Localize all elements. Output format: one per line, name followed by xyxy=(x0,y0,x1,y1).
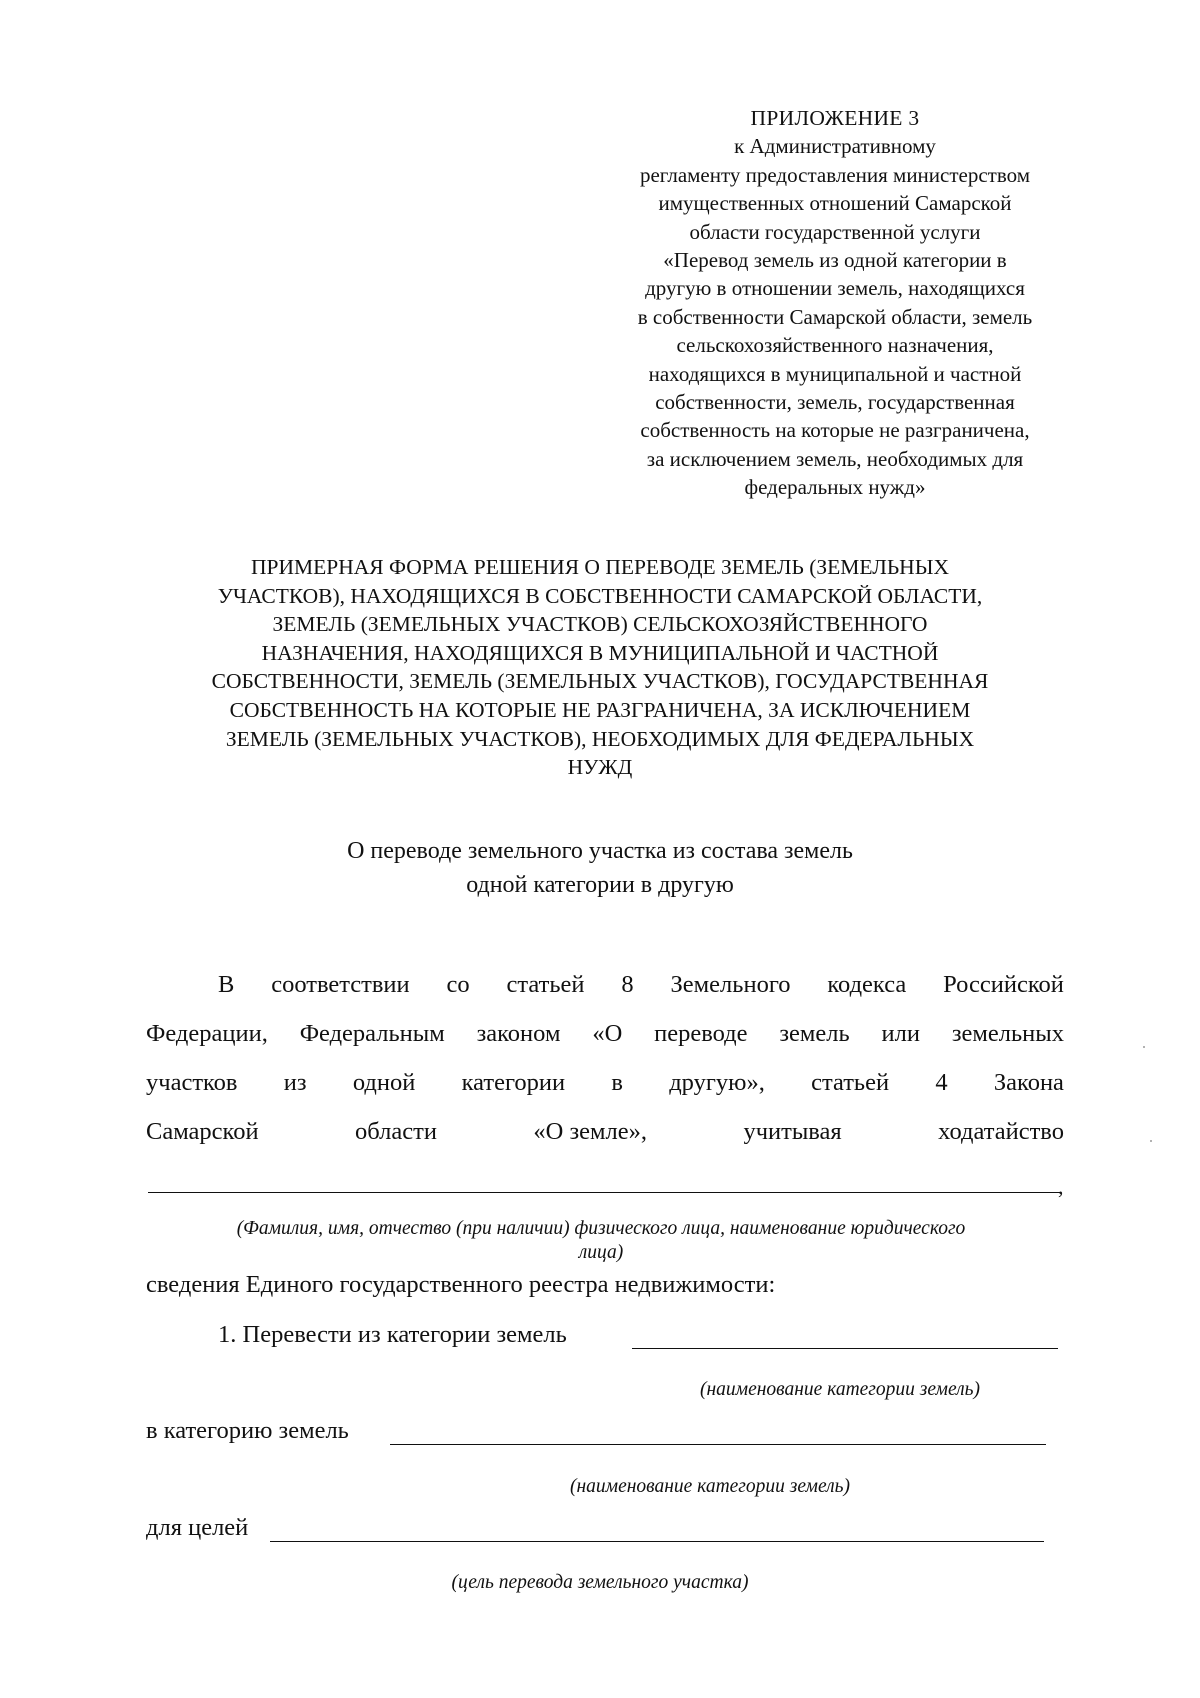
word: ходатайство xyxy=(938,1118,1064,1145)
word: соответствии xyxy=(271,971,410,998)
word: или xyxy=(881,1020,920,1047)
appendix-line: сельскохозяйственного назначения, xyxy=(676,333,994,358)
word: со xyxy=(446,971,470,998)
appendix-line: к Административному xyxy=(734,134,936,159)
purpose-caption: (цель перевода земельного участка) xyxy=(451,1572,749,1593)
word: 4 xyxy=(935,1069,948,1096)
word: области xyxy=(355,1118,437,1145)
applicant-field-comma: , xyxy=(1058,1174,1064,1199)
word: переводе xyxy=(654,1020,748,1047)
registry-line: сведения Единого государственного реестра недвижимости: xyxy=(146,1271,776,1298)
applicant-caption-continued: лица) xyxy=(578,1242,624,1263)
item1-label: 1. Перевести из категории земель xyxy=(218,1321,567,1348)
word: в xyxy=(611,1069,623,1096)
appendix-line: находящихся в муниципальной и частной xyxy=(648,361,1022,386)
paragraph-line-3 xyxy=(146,1068,1064,1098)
word: земельных xyxy=(951,1020,1064,1047)
word: законом xyxy=(476,1020,561,1047)
word: участков xyxy=(146,1069,238,1096)
word: Самарской xyxy=(146,1118,259,1145)
word: В xyxy=(218,971,235,998)
form-title-line: НУЖД xyxy=(567,755,633,780)
form-title-line: ПРИМЕРНАЯ ФОРМА РЕШЕНИЯ О ПЕРЕВОДЕ ЗЕМЕЛЬ (ЗЕМЕЛЬНЫХ xyxy=(251,555,949,579)
word: земель xyxy=(779,1020,850,1047)
word: учитывая xyxy=(743,1118,842,1145)
from-category-caption: (наименование категории земель) xyxy=(699,1379,981,1400)
word: Российской xyxy=(943,971,1064,998)
form-title-line: УЧАСТКОВ), НАХОДЯЩИХСЯ В СОБСТВЕННОСТИ САМАРСКОЙ ОБЛАСТИ, xyxy=(217,583,983,608)
word: категории xyxy=(461,1069,566,1096)
to-category-caption: (наименование категории земель) xyxy=(569,1476,851,1497)
appendix-line: имущественных отношений Самарской xyxy=(658,191,1012,216)
decision-subject xyxy=(200,834,1000,902)
scan-speck xyxy=(1143,1046,1145,1048)
appendix-header xyxy=(600,104,1070,502)
appendix-line: федеральных нужд» xyxy=(744,475,926,500)
word: Закона xyxy=(993,1069,1064,1096)
appendix-line: области государственной услуги xyxy=(689,219,981,244)
form-title xyxy=(150,553,1050,782)
paragraph-line-1 xyxy=(218,970,1064,1000)
appendix-line: в собственности Самарской области, земель xyxy=(637,304,1033,329)
applicant-caption: (Фамилия, имя, отчество (при наличии) физического лица, наименование юридического xyxy=(236,1218,966,1239)
appendix-line: за исключением земель, необходимых для xyxy=(646,446,1024,471)
word: «О xyxy=(592,1020,623,1047)
word: статьей xyxy=(811,1069,890,1096)
subject-line: О переводе земельного участка из состава земель xyxy=(347,838,853,864)
appendix-line: регламенту предоставления министерством xyxy=(639,162,1031,187)
word: Федерации, xyxy=(146,1020,268,1047)
subject-line: одной категории в другую xyxy=(466,872,734,898)
word: 8 xyxy=(621,971,634,998)
form-title-line: НАЗНАЧЕНИЯ, НАХОДЯЩИХСЯ В МУНИЦИПАЛЬНОЙ И ЧАСТНОЙ xyxy=(261,640,939,665)
word: Федеральным xyxy=(299,1020,445,1047)
paragraph-line-2 xyxy=(146,1019,1064,1049)
from-category-field[interactable] xyxy=(632,1348,1058,1349)
word: статьей xyxy=(506,971,585,998)
word: из xyxy=(283,1069,307,1096)
appendix-title: ПРИЛОЖЕНИЕ 3 xyxy=(750,106,920,130)
word: «О земле», xyxy=(533,1118,647,1145)
appendix-line: собственности, земель, государственная xyxy=(655,390,1015,415)
form-title-line: ЗЕМЕЛЬ (ЗЕМЕЛЬНЫХ УЧАСТКОВ), НЕОБХОДИМЫХ ДЛЯ ФЕДЕРАЛЬНЫХ xyxy=(225,726,975,751)
appendix-line: собственность на которые не разграничена, xyxy=(640,418,1030,443)
word: кодекса xyxy=(827,971,907,998)
scan-speck xyxy=(1150,1140,1152,1142)
applicant-name-field[interactable] xyxy=(148,1192,1060,1193)
paragraph-line-4 xyxy=(146,1117,1064,1147)
appendix-line: другую в отношении земель, находящихся xyxy=(645,276,1025,301)
to-category-label: в категорию земель xyxy=(146,1417,349,1444)
word: Земельного xyxy=(670,971,791,998)
form-title-line: ЗЕМЕЛЬ (ЗЕМЕЛЬНЫХ УЧАСТКОВ) СЕЛЬСКОХОЗЯЙСТВЕННОГО xyxy=(272,612,928,637)
purpose-label: для целей xyxy=(146,1514,249,1541)
appendix-line: «Перевод земель из одной категории в xyxy=(663,248,1007,273)
to-category-field[interactable] xyxy=(390,1444,1046,1445)
word: одной xyxy=(352,1069,416,1096)
word: другую», xyxy=(669,1069,765,1096)
form-title-line: СОБСТВЕННОСТИ, ЗЕМЕЛЬ (ЗЕМЕЛЬНЫХ УЧАСТКОВ), ГОСУДАРСТВЕННАЯ xyxy=(211,669,989,694)
form-title-line: СОБСТВЕННОСТЬ НА КОТОРЫЕ НЕ РАЗГРАНИЧЕНА, ЗА ИСКЛЮЧЕНИЕМ xyxy=(229,697,971,722)
purpose-field[interactable] xyxy=(270,1541,1044,1542)
